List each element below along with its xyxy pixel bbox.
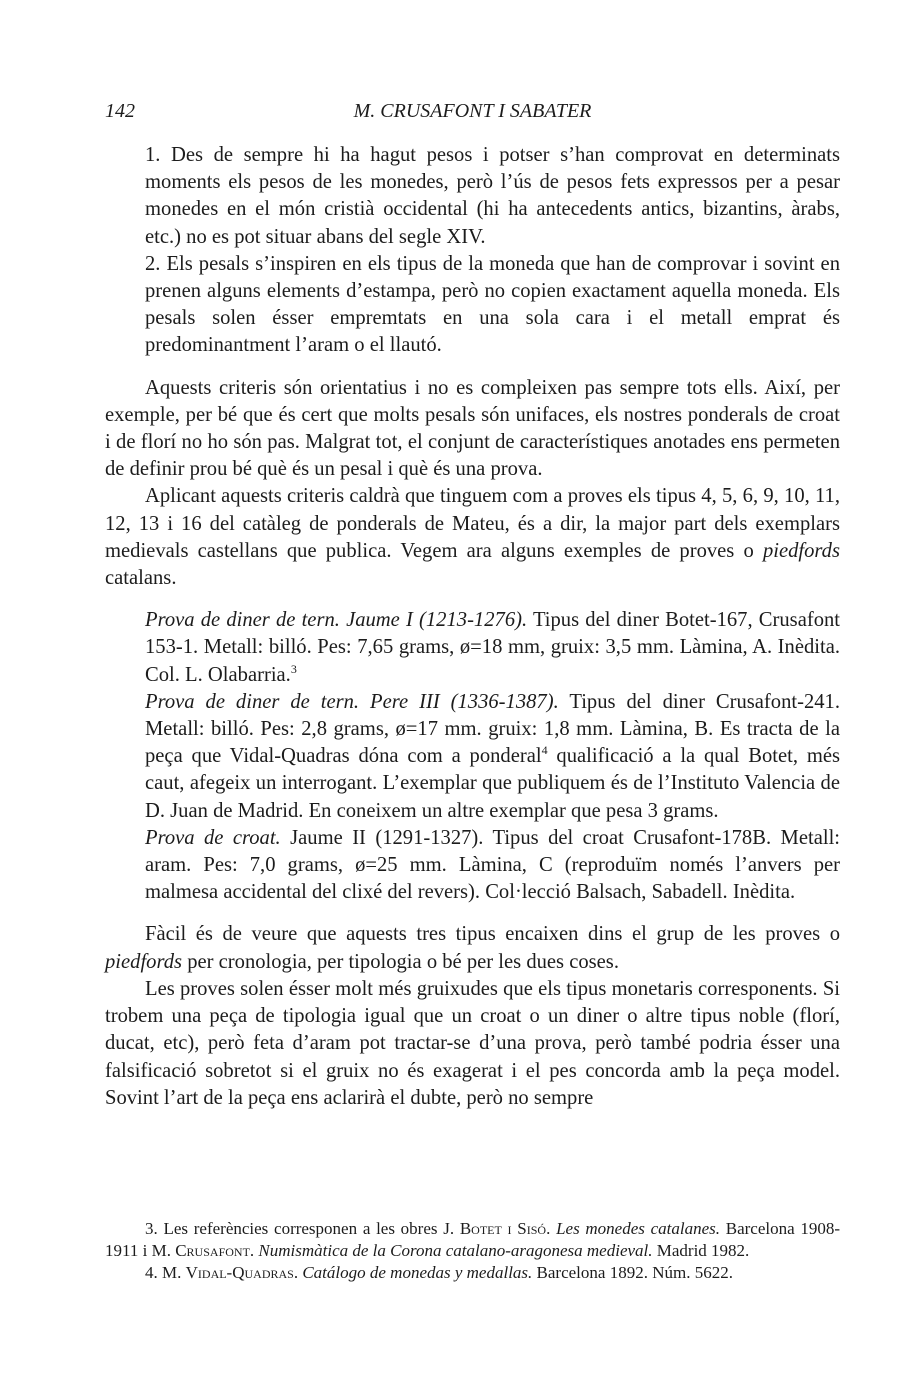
entry-2-text-a: Tipus del diner Crusafont-241. Metall: billó. Pes: 2,8 grams, ø=17 mm. gruix: 1,8 mm. Làmina, B. Es tracta de la peça que Vidal-Quadras dóna com a ponderal: [145, 690, 840, 768]
paragraph-applying-text: Aplicant aquests criteris caldrà que tinguem com a proves els tipus 4, 5, 6, 9, 10, 11, 12, 13 i 16 del catàleg de ponderals de Mateu, és a dir, la major part dels exemplars medievals castellans que publica. Vegem ara alguns exemples de proves o: [105, 485, 840, 562]
footnote-3-text-c: Madrid 1982.: [656, 1241, 750, 1260]
body-text: [105, 142, 840, 1112]
paragraph-thicker: Les proves solen ésser molt més gruixudes que els tipus monetaris corresponents. Si trobem una peça de tipologia igual que un croat o un diner o altre tipus noble (florí, ducat, etc), però feta d’aram pot tractar-se d’una prova, però també podria ésser una falsificació sobretot si el gruix no és exagerat i el pes concorda amb la peça model. Sovint l’art de la peça ens aclarirà el dubte, però no sempre: [105, 977, 840, 1109]
entry-3-text: Jaume II (1291-1327). Tipus del croat Crusafont-178B. Metall: aram. Pes: 7,0 grams, ø=25 mm. Làmina, C (reproduïm només l’anvers per malmesa accidental del clixé del revers). Col·lecció Balsach, Sabadell. Inèdita.: [145, 826, 841, 904]
paragraph-orientative: Aquests criteris són orientatius i no es compleixen pas sempre tots ells. Així, per exemple, per bé que és cert que molts pesals són unifaces, els nostres ponderals de croat i de florí no ho són pas. Malgrat tot, el conjunt de característiques anotades ens permeten de definir prou bé què és un pesal i què és una prova.: [105, 376, 840, 481]
footnotes: [105, 1218, 840, 1284]
footnote-4: 4. M. Vidal-Quadras. Catálogo de monedas y medallas. Barcelona 1892. Núm. 5622.: [145, 1263, 733, 1282]
entry-2-text-b: qualificació a la qual Botet, més caut, afegeix un interrogant. L’exemplar que publiquem és de l’Instituto Valencia de D. Juan de Madrid. En coneixem un altre exemplar que pesa 3 grams.: [145, 745, 841, 822]
page-header: [105, 100, 840, 130]
paragraph-applying: [105, 483, 840, 592]
footnote-4-author: Vidal-Quadras: [185, 1263, 294, 1282]
footnote-ref-4: 4: [541, 743, 548, 758]
footnote-3-work-1: Les monedes catalanes.: [556, 1219, 721, 1238]
footnote-ref-3: 3: [290, 661, 297, 676]
paragraph-applying-tail: catalans.: [105, 567, 177, 590]
footnote-3-text-a: Les referències corresponen a les obres J.: [163, 1219, 455, 1238]
criterion-2: 2. Els pesals s’inspiren en els tipus de la moneda que han de comprovar i sovint en prenen alguns elements d’estampa, però no copien exactament aquella moneda. Els pesals solen ésser empremtats en una sola cara i el metall emprat és predominantment l’aram o el llautó.: [145, 252, 840, 357]
footnote-3-work-2: Numismàtica de la Corona catalano-aragonesa medieval.: [258, 1241, 653, 1260]
footnote-3-number: 3.: [145, 1219, 158, 1238]
footnote-3: 3. Les referències corresponen a les obres J. Botet i Sisó. Les monedes catalanes. Barcelona 1908-1911 i M. Crusafont. Numismàtica de la Corona catalano-aragonesa medieval. Madrid 1982.: [105, 1219, 841, 1260]
entry-2: [145, 689, 840, 825]
entry-2-title: Prova de diner de tern. Pere III (1336-1387).: [145, 690, 559, 713]
entry-1: [145, 607, 840, 689]
paragraph-easy-tail: per cronologia, per tipologia o bé per les dues coses.: [187, 950, 619, 973]
footnote-4-text-b: Barcelona 1892. Núm. 5622.: [536, 1263, 733, 1282]
entry-3: [145, 825, 840, 907]
paragraph-applying-italic: piedfords: [762, 539, 840, 562]
footnote-4-work: Catálogo de monedas y medallas.: [302, 1263, 533, 1282]
paragraph-easy-text: Fàcil és de veure que aquests tres tipus encaixen dins el grup de les proves o: [145, 923, 840, 946]
entry-1-title: Prova de diner de tern. Jaume I (1213-1276).: [145, 609, 528, 632]
criteria-list: [105, 142, 840, 360]
footnote-3-text-b: Barcelona 1908-1911 i M.: [105, 1219, 841, 1260]
footnote-3-author-1: Botet i Sisó: [459, 1219, 547, 1238]
entry-3-title: Prova de croat.: [145, 826, 281, 849]
footnote-3-author-2: Crusafont: [175, 1241, 250, 1260]
page-number: 142: [105, 100, 135, 122]
footnote-4-text-a: M.: [162, 1263, 182, 1282]
paragraph-easy-italic: piedfords: [105, 950, 183, 973]
entry-1-text: Tipus del diner Botet-167, Crusafont 153-1. Metall: billó. Pes: 7,65 grams, ø=18 mm, gruix: 3,5 mm. Làmina, A. Inèdita. Col. L. Olabarria.: [145, 609, 841, 686]
paragraph-easy: [105, 921, 840, 975]
entries: [105, 607, 840, 906]
criterion-1: 1. Des de sempre hi ha hagut pesos i potser s’han comprovat en determinats moments els pesos de les monedes, però l’ús de pesos fets expressos per a pesar monedes en el món cristià occidental (hi ha antecedents antics, bizantins, àrabs, etc.) no es pot situar abans del segle XIV.: [145, 144, 840, 248]
running-title: M. CRUSAFONT I SABATER: [353, 100, 592, 122]
footnote-4-number: 4.: [145, 1263, 158, 1282]
